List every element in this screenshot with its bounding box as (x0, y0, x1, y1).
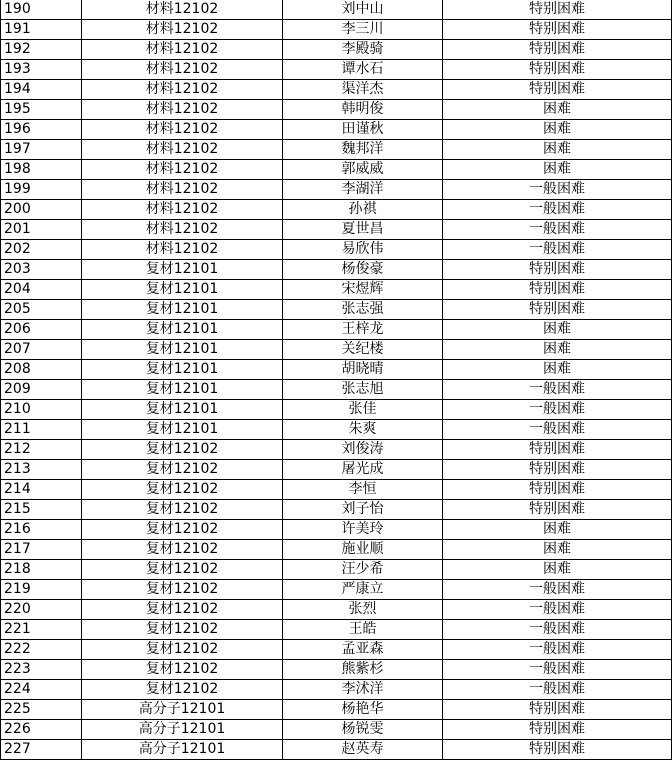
class-cell: 材料12102 (82, 60, 283, 80)
difficulty-level-cell: 一般困难 (443, 240, 672, 260)
row-number-cell: 197 (1, 140, 82, 160)
table-row (1, 680, 672, 700)
row-number-cell: 210 (1, 400, 82, 420)
difficulty-level-cell: 特别困难 (443, 20, 672, 40)
row-number-cell: 199 (1, 180, 82, 200)
difficulty-level-cell: 困难 (443, 140, 672, 160)
name-cell: 杨锐雯 (283, 720, 443, 740)
class-cell: 高分子12101 (82, 700, 283, 720)
table-row (1, 400, 672, 420)
name-cell: 严康立 (283, 580, 443, 600)
class-cell: 复材12101 (82, 360, 283, 380)
difficulty-level-cell: 一般困难 (443, 220, 672, 240)
table-row (1, 520, 672, 540)
row-number-cell: 198 (1, 160, 82, 180)
name-cell: 李湖洋 (283, 180, 443, 200)
table-row (1, 360, 672, 380)
table-row (1, 40, 672, 60)
name-cell: 夏世昌 (283, 220, 443, 240)
row-number-cell: 220 (1, 600, 82, 620)
name-cell: 刘子怡 (283, 500, 443, 520)
table-row (1, 300, 672, 320)
difficulty-level-cell: 特别困难 (443, 720, 672, 740)
table-row (1, 620, 672, 640)
difficulty-level-cell: 困难 (443, 360, 672, 380)
row-number-cell: 203 (1, 260, 82, 280)
difficulty-level-cell: 困难 (443, 340, 672, 360)
table-row (1, 440, 672, 460)
row-number-cell: 224 (1, 680, 82, 700)
class-cell: 复材12101 (82, 320, 283, 340)
table-row (1, 0, 672, 20)
difficulty-level-cell: 特别困难 (443, 700, 672, 720)
name-cell: 渠洋杰 (283, 80, 443, 100)
table-row (1, 660, 672, 680)
table-row (1, 280, 672, 300)
difficulty-level-cell: 一般困难 (443, 620, 672, 640)
row-number-cell: 222 (1, 640, 82, 660)
difficulty-level-cell: 一般困难 (443, 640, 672, 660)
table-row (1, 240, 672, 260)
row-number-cell: 213 (1, 460, 82, 480)
difficulty-level-cell: 困难 (443, 540, 672, 560)
class-cell: 材料12102 (82, 140, 283, 160)
table-row (1, 420, 672, 440)
table-row (1, 200, 672, 220)
name-cell: 王皓 (283, 620, 443, 640)
difficulty-level-cell: 特别困难 (443, 40, 672, 60)
difficulty-level-cell: 一般困难 (443, 380, 672, 400)
class-cell: 材料12102 (82, 180, 283, 200)
class-cell: 高分子12101 (82, 740, 283, 760)
table-row (1, 500, 672, 520)
name-cell: 李沭洋 (283, 680, 443, 700)
row-number-cell: 190 (1, 0, 82, 20)
class-cell: 复材12102 (82, 500, 283, 520)
class-cell: 复材12102 (82, 680, 283, 700)
table-row (1, 340, 672, 360)
class-cell: 材料12102 (82, 200, 283, 220)
table-row (1, 220, 672, 240)
name-cell: 王梓龙 (283, 320, 443, 340)
name-cell: 李三川 (283, 20, 443, 40)
difficulty-level-cell: 一般困难 (443, 600, 672, 620)
difficulty-level-cell: 特别困难 (443, 480, 672, 500)
name-cell: 谭水石 (283, 60, 443, 80)
class-cell: 复材12101 (82, 400, 283, 420)
name-cell: 李恒 (283, 480, 443, 500)
class-cell: 复材12102 (82, 640, 283, 660)
name-cell: 李殿骑 (283, 40, 443, 60)
difficulty-level-cell: 特别困难 (443, 80, 672, 100)
table-row (1, 60, 672, 80)
table-row (1, 140, 672, 160)
difficulty-level-cell: 特别困难 (443, 460, 672, 480)
difficulty-level-cell: 一般困难 (443, 580, 672, 600)
class-cell: 材料12102 (82, 160, 283, 180)
row-number-cell: 218 (1, 560, 82, 580)
difficulty-level-cell: 特别困难 (443, 260, 672, 280)
difficulty-level-cell: 一般困难 (443, 680, 672, 700)
name-cell: 韩明俊 (283, 100, 443, 120)
name-cell: 施业顺 (283, 540, 443, 560)
row-number-cell: 195 (1, 100, 82, 120)
table-row (1, 480, 672, 500)
name-cell: 郭威威 (283, 160, 443, 180)
name-cell: 宋煜辉 (283, 280, 443, 300)
class-cell: 复材12102 (82, 480, 283, 500)
class-cell: 材料12102 (82, 0, 283, 20)
row-number-cell: 211 (1, 420, 82, 440)
row-number-cell: 205 (1, 300, 82, 320)
class-cell: 复材12101 (82, 380, 283, 400)
name-cell: 杨俊豪 (283, 260, 443, 280)
table-row (1, 740, 672, 760)
class-cell: 复材12102 (82, 520, 283, 540)
name-cell: 杨艳华 (283, 700, 443, 720)
difficulty-level-cell: 特别困难 (443, 500, 672, 520)
class-cell: 材料12102 (82, 220, 283, 240)
class-cell: 材料12102 (82, 80, 283, 100)
table-row (1, 180, 672, 200)
name-cell: 屠光成 (283, 460, 443, 480)
row-number-cell: 204 (1, 280, 82, 300)
class-cell: 复材12101 (82, 280, 283, 300)
class-cell: 复材12102 (82, 600, 283, 620)
class-cell: 复材12101 (82, 420, 283, 440)
row-number-cell: 207 (1, 340, 82, 360)
row-number-cell: 217 (1, 540, 82, 560)
class-cell: 材料12102 (82, 40, 283, 60)
class-cell: 材料12102 (82, 240, 283, 260)
name-cell: 张志旭 (283, 380, 443, 400)
class-cell: 复材12102 (82, 560, 283, 580)
row-number-cell: 216 (1, 520, 82, 540)
row-number-cell: 209 (1, 380, 82, 400)
class-cell: 材料12102 (82, 100, 283, 120)
row-number-cell: 221 (1, 620, 82, 640)
difficulty-level-cell: 一般困难 (443, 180, 672, 200)
difficulty-level-cell: 特别困难 (443, 440, 672, 460)
class-cell: 复材12102 (82, 620, 283, 640)
table-row (1, 560, 672, 580)
row-number-cell: 215 (1, 500, 82, 520)
row-number-cell: 225 (1, 700, 82, 720)
row-number-cell: 201 (1, 220, 82, 240)
difficulty-level-cell: 困难 (443, 120, 672, 140)
difficulty-level-cell: 特别困难 (443, 300, 672, 320)
difficulty-level-cell: 一般困难 (443, 400, 672, 420)
name-cell: 张志强 (283, 300, 443, 320)
table-body (1, 0, 672, 760)
difficulty-level-cell: 特别困难 (443, 280, 672, 300)
table-row (1, 640, 672, 660)
class-cell: 复材12101 (82, 260, 283, 280)
name-cell: 孙祺 (283, 200, 443, 220)
row-number-cell: 227 (1, 740, 82, 760)
row-number-cell: 194 (1, 80, 82, 100)
table-row (1, 120, 672, 140)
name-cell: 许美玲 (283, 520, 443, 540)
name-cell: 魏邦洋 (283, 140, 443, 160)
name-cell: 田谨秋 (283, 120, 443, 140)
class-cell: 材料12102 (82, 120, 283, 140)
class-cell: 复材12102 (82, 460, 283, 480)
class-cell: 复材12102 (82, 540, 283, 560)
class-cell: 复材12101 (82, 340, 283, 360)
name-cell: 胡晓晴 (283, 360, 443, 380)
difficulty-level-cell: 困难 (443, 160, 672, 180)
name-cell: 汪少希 (283, 560, 443, 580)
name-cell: 孟亚森 (283, 640, 443, 660)
table-row (1, 700, 672, 720)
difficulty-level-cell: 特别困难 (443, 0, 672, 20)
table-row (1, 320, 672, 340)
row-number-cell: 226 (1, 720, 82, 740)
row-number-cell: 214 (1, 480, 82, 500)
row-number-cell: 196 (1, 120, 82, 140)
table-row (1, 540, 672, 560)
difficulty-level-cell: 困难 (443, 560, 672, 580)
name-cell: 刘中山 (283, 0, 443, 20)
name-cell: 熊紫杉 (283, 660, 443, 680)
difficulty-level-cell: 困难 (443, 520, 672, 540)
row-number-cell: 219 (1, 580, 82, 600)
difficulty-level-cell: 特别困难 (443, 60, 672, 80)
difficulty-level-cell: 特别困难 (443, 740, 672, 760)
class-cell: 材料12102 (82, 20, 283, 40)
row-number-cell: 202 (1, 240, 82, 260)
name-cell: 朱爽 (283, 420, 443, 440)
row-number-cell: 193 (1, 60, 82, 80)
table-row (1, 600, 672, 620)
class-cell: 复材12102 (82, 660, 283, 680)
class-cell: 高分子12101 (82, 720, 283, 740)
class-cell: 复材12101 (82, 300, 283, 320)
table-row (1, 80, 672, 100)
row-number-cell: 208 (1, 360, 82, 380)
table-row (1, 20, 672, 40)
name-cell: 关纪楼 (283, 340, 443, 360)
table-row (1, 260, 672, 280)
table-row (1, 100, 672, 120)
table-row (1, 160, 672, 180)
row-number-cell: 223 (1, 660, 82, 680)
class-cell: 复材12102 (82, 440, 283, 460)
difficulty-level-cell: 一般困难 (443, 660, 672, 680)
table-row (1, 380, 672, 400)
row-number-cell: 192 (1, 40, 82, 60)
difficulty-level-cell: 一般困难 (443, 200, 672, 220)
table-row (1, 460, 672, 480)
row-number-cell: 191 (1, 20, 82, 40)
row-number-cell: 200 (1, 200, 82, 220)
difficulty-level-cell: 一般困难 (443, 420, 672, 440)
row-number-cell: 212 (1, 440, 82, 460)
difficulty-level-cell: 困难 (443, 320, 672, 340)
name-cell: 易欣伟 (283, 240, 443, 260)
table-row (1, 580, 672, 600)
difficulty-level-cell: 困难 (443, 100, 672, 120)
table-row (1, 720, 672, 740)
name-cell: 张佳 (283, 400, 443, 420)
name-cell: 刘俊涛 (283, 440, 443, 460)
name-cell: 赵英寿 (283, 740, 443, 760)
row-number-cell: 206 (1, 320, 82, 340)
name-cell: 张烈 (283, 600, 443, 620)
class-cell: 复材12102 (82, 580, 283, 600)
